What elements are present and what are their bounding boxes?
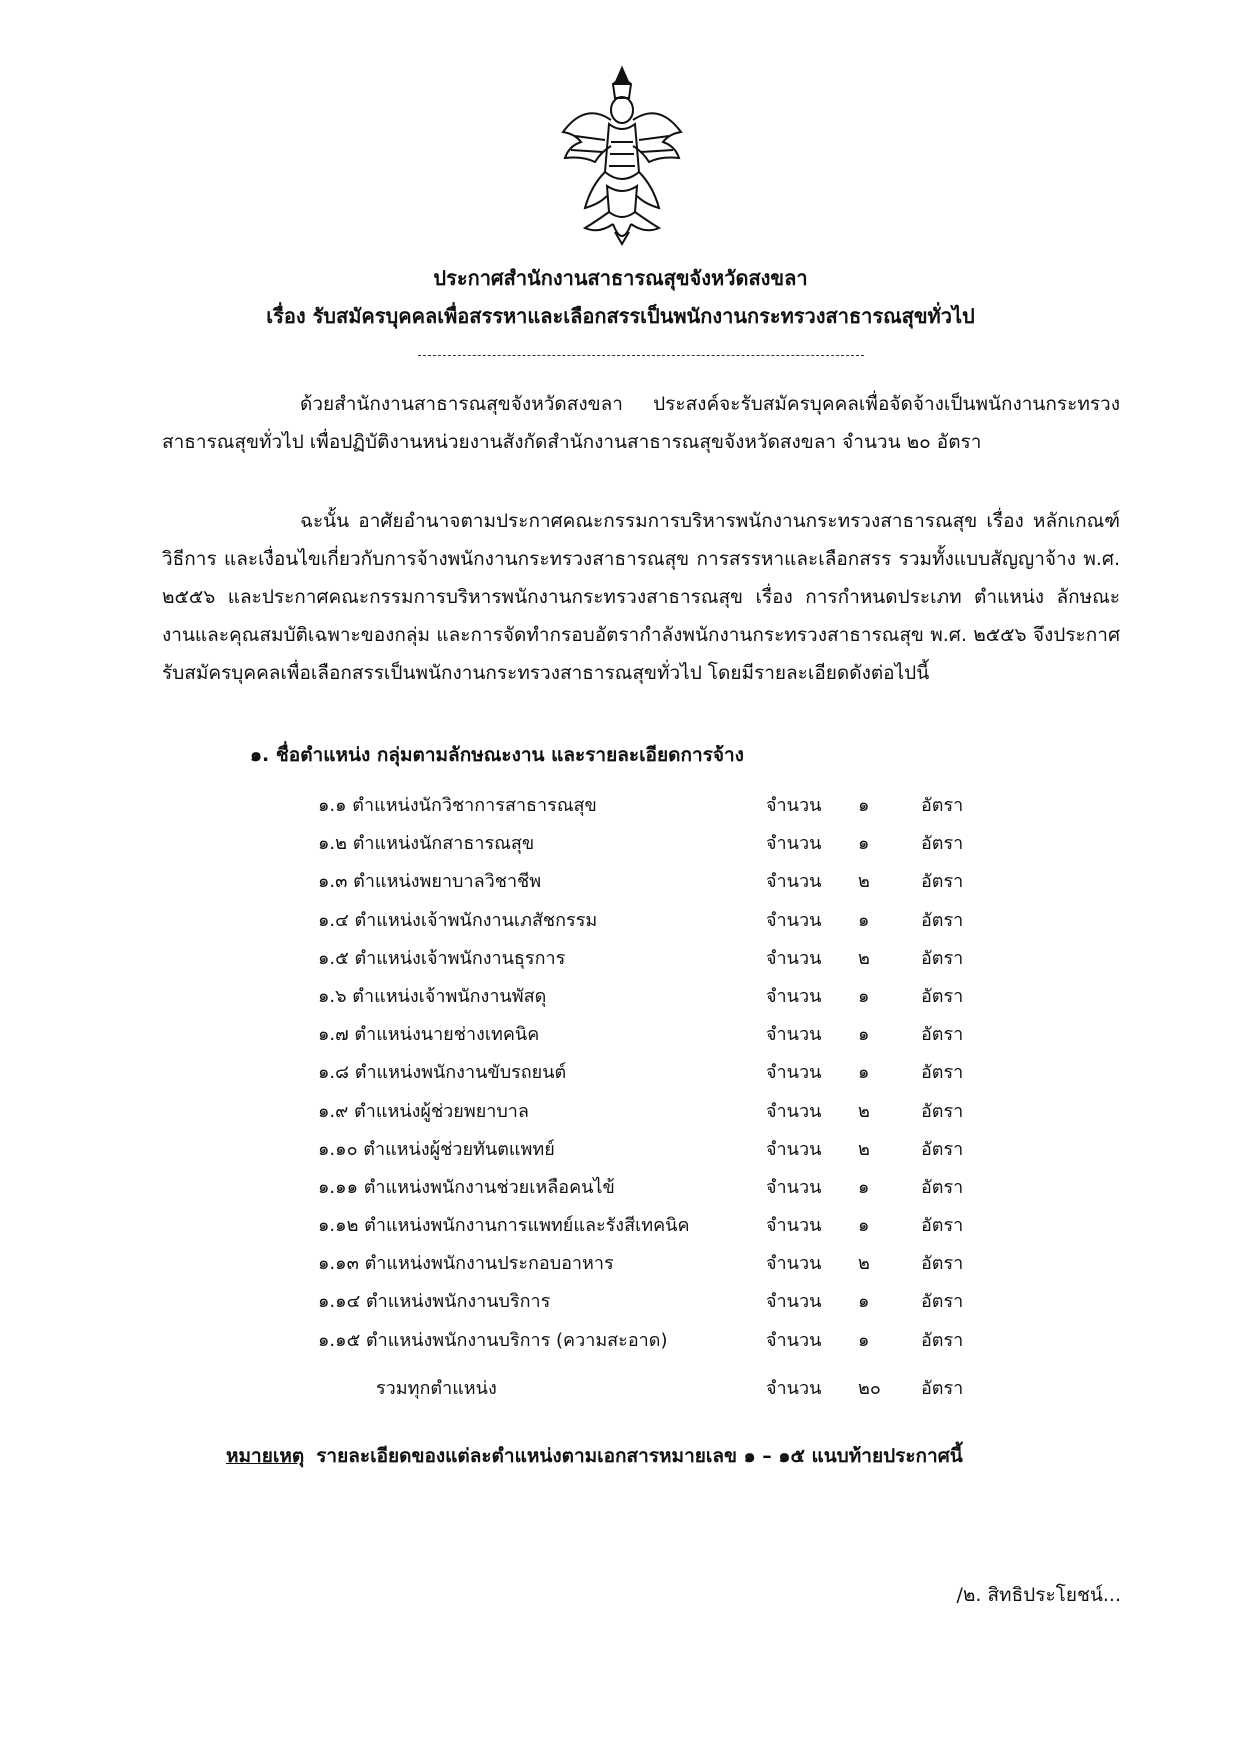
rate-label: อัตรา (921, 947, 964, 969)
position-name: ๑.๖ ตำแหน่งเจ้าพนักงานพัสดุ (318, 985, 547, 1007)
position-name: ๑.๑๒ ตำแหน่งพนักงานการแพทย์และรังสีเทคนิค (318, 1215, 690, 1237)
remark (226, 1441, 963, 1471)
position-name: ๑.๑๔ ตำแหน่งพนักงานบริการ (318, 1291, 551, 1313)
separator-line (418, 355, 864, 356)
position-count: ๑ (858, 1291, 870, 1313)
unit-label: จำนวน (766, 909, 822, 931)
position-count: ๑ (858, 1062, 870, 1084)
announcement-title: ประกาศสำนักงานสาธารณสุขจังหวัดสงขลา (433, 266, 808, 290)
position-name: ๑.๓ ตำแหน่งพยาบาลวิชาชีพ (318, 871, 542, 893)
authority-paragraph: ฉะนั้น อาศัยอำนาจตามประกาศคณะกรรมการบริหารพนักงานกระทรวงสาธารณสุข เรื่อง หลักเกณฑ์ วิธีการ และเงื่อนไขเกี่ยวกับการจ้างพนักงานกระทรวงสาธารณสุข การสรรหาและเลือกสรร รวมทั้งแบบสัญญาจ้าง พ.ศ. ๒๕๕๖ และประกาศคณะกรรมการบริหารพนักงานกระทรวงสาธารณสุข เรื่อง การกำหนดประเภท ตำแหน่ง ลักษณะงานและคุณสมบัติเฉพาะของกลุ่ม และการจัดทำกรอบอัตรากำลังพนักงานกระทรวงสาธารณสุข พ.ศ. ๒๕๕๖ จึงประกาศรับสมัครบุคคลเพื่อเลือกสรรเป็นพนักงานกระทรวงสาธารณสุขทั่วไป โดยมีรายละเอียดดังต่อไปนี้ (162, 510, 1120, 684)
unit-label: จำนวน (766, 947, 822, 969)
position-count: ๑ (858, 1024, 870, 1046)
position-count: ๒ (858, 1100, 870, 1122)
position-name: ๑.๗ ตำแหน่งนายช่างเทคนิค (318, 1024, 540, 1046)
rate-label: อัตรา (921, 1138, 964, 1160)
position-name: ๑.๑๕ ตำแหน่งพนักงานบริการ (ความสะอาด) (318, 1329, 668, 1351)
unit-label: จำนวน (766, 1329, 822, 1351)
position-count: ๑ (858, 985, 870, 1007)
position-count: ๑ (858, 1176, 870, 1198)
rate-label: อัตรา (921, 909, 964, 931)
unit-label: จำนวน (766, 1100, 822, 1122)
unit-label: จำนวน (766, 1377, 822, 1399)
rate-label: อัตรา (921, 1291, 964, 1313)
rate-label: อัตรา (921, 1100, 964, 1122)
unit-label: จำนวน (766, 1253, 822, 1275)
position-count: ๑ (858, 909, 870, 931)
position-name: ๑.๕ ตำแหน่งเจ้าพนักงานธุรการ (318, 947, 566, 969)
garuda-emblem (555, 62, 689, 252)
rate-label: อัตรา (921, 1062, 964, 1084)
unit-label: จำนวน (766, 1024, 822, 1046)
total-count: ๒๐ (858, 1377, 881, 1399)
rate-label: อัตรา (921, 1329, 964, 1351)
position-count: ๑ (858, 1215, 870, 1237)
remark-label: หมายเหตุ (226, 1445, 305, 1467)
unit-label: จำนวน (766, 1062, 822, 1084)
section-heading: ๑. ชื่อตำแหน่ง กลุ่มตามลักษณะงาน และรายละเอียดการจ้าง (250, 744, 744, 766)
unit-label: จำนวน (766, 1215, 822, 1237)
rate-label: อัตรา (921, 1253, 964, 1275)
position-name: ๑.๙ ตำแหน่งผู้ช่วยพยาบาล (318, 1100, 529, 1122)
continuation-marker: /๒. สิทธิประโยชน์... (956, 1584, 1121, 1606)
position-count: ๒ (858, 1138, 870, 1160)
position-count: ๒ (858, 1253, 870, 1275)
unit-label: จำนวน (766, 833, 822, 855)
rate-label: อัตรา (921, 1024, 964, 1046)
unit-label: จำนวน (766, 985, 822, 1007)
position-name: ๑.๑๓ ตำแหน่งพนักงานประกอบอาหาร (318, 1253, 614, 1275)
unit-label: จำนวน (766, 1138, 822, 1160)
remark-text: รายละเอียดของแต่ละตำแหน่งตามเอกสารหมายเลข ๑ – ๑๕ แนบท้ายประกาศนี้ (316, 1445, 963, 1467)
intro-paragraph: ด้วยสำนักงานสาธารณสุขจังหวัดสงขลา ประสงค์จะรับสมัครบุคคลเพื่อจัดจ้างเป็นพนักงานกระทรวงสาธารณสุขทั่วไป เพื่อปฏิบัติงานหน่วยงานสังกัดสำนักงานสาธารณสุขจังหวัดสงขลา จำนวน ๒๐ อัตรา (162, 393, 1120, 453)
rate-label: อัตรา (921, 985, 964, 1007)
rate-label: อัตรา (921, 795, 964, 816)
rate-label: อัตรา (921, 1377, 964, 1399)
position-name: ๑.๑๑ ตำแหน่งพนักงานช่วยเหลือคนไข้ (318, 1176, 615, 1198)
position-name: ๑.๔ ตำแหน่งเจ้าพนักงานเภสัชกรรม (318, 909, 598, 931)
announcement-subject: เรื่อง รับสมัครบุคคลเพื่อสรรหาและเลือกสรรเป็นพนักงานกระทรวงสาธารณสุขทั่วไป (266, 304, 975, 328)
position-count: ๑ (858, 1329, 870, 1351)
position-count: ๒ (858, 871, 870, 893)
position-count: ๑ (858, 795, 870, 816)
rate-label: อัตรา (921, 1215, 964, 1237)
unit-label: จำนวน (766, 1291, 822, 1313)
rate-label: อัตรา (921, 1176, 964, 1198)
unit-label: จำนวน (766, 795, 822, 816)
position-count: ๒ (858, 947, 870, 969)
position-name: ๑.๘ ตำแหน่งพนักงานขับรถยนต์ (318, 1062, 567, 1084)
total-label: รวมทุกตำแหน่ง (376, 1377, 497, 1399)
position-name: ๑.๑ ตำแหน่งนักวิชาการสาธารณสุข (318, 795, 597, 816)
rate-label: อัตรา (921, 833, 964, 855)
position-name: ๑.๒ ตำแหน่งนักสาธารณสุข (318, 833, 535, 855)
unit-label: จำนวน (766, 1176, 822, 1198)
unit-label: จำนวน (766, 871, 822, 893)
position-count: ๑ (858, 833, 870, 855)
rate-label: อัตรา (921, 871, 964, 893)
position-name: ๑.๑๐ ตำแหน่งผู้ช่วยทันตแพทย์ (318, 1138, 555, 1160)
